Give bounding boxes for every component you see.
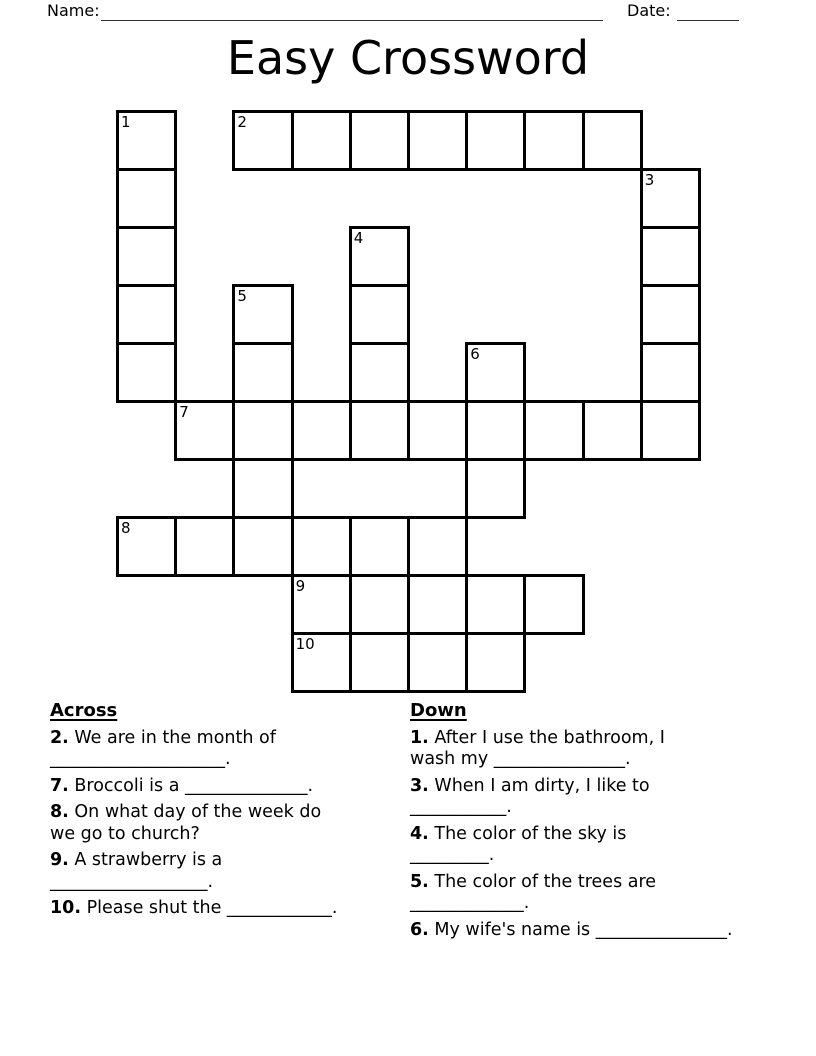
crossword-grid [116,110,702,694]
cell-number: 10 [295,635,315,653]
down-clues-section [410,700,776,946]
name-blank-line [101,1,603,21]
clue-number: 3. [410,775,429,796]
grid-cell [407,110,468,171]
grid-cell [291,574,352,635]
across-clue-list [50,728,402,920]
clue-number: 9. [50,850,69,870]
grid-cell [523,574,584,635]
grid-cell [407,516,468,577]
grid-cell [407,632,468,693]
grid-cell [349,342,410,403]
grid-cell [349,400,410,461]
cell-number: 8 [121,519,131,537]
grid-cell [407,400,468,461]
grid-cell [291,516,352,577]
grid-cell [465,342,526,403]
grid-cell [349,574,410,635]
down-clue-list [410,728,776,942]
clue-item: 3. When I am dirty, I like to ___________. [410,775,650,817]
cell-number: 5 [237,287,247,305]
cell-number: 2 [237,113,247,131]
clue-item: 7. Broccoli is a ______________. [50,775,314,796]
grid-cell [465,110,526,171]
grid-cell [523,400,584,461]
clue-number: 6. [410,919,429,940]
down-heading: Down [410,700,467,721]
grid-cell [291,110,352,171]
grid-cell [640,342,701,403]
grid-cell [232,284,293,345]
grid-cell [640,400,701,461]
clue-number: 2. [50,727,69,748]
grid-cell [174,516,235,577]
grid-cell [407,574,468,635]
cell-number: 3 [644,171,655,189]
grid-cell [582,110,643,171]
grid-cell [349,226,410,287]
clue-item: 9. A strawberry is a __________________. [50,850,223,892]
grid-cell [291,400,352,461]
clue-item: 8. On what day of the week do we go to church? [50,802,322,844]
cell-number: 7 [179,403,189,421]
cell-number: 9 [295,577,306,595]
grid-cell [349,110,410,171]
grid-cell [349,632,410,693]
clue-item: 2. We are in the month of ____________________. [50,727,276,769]
cell-number: 4 [353,229,364,247]
grid-cell [116,284,177,345]
page-title: Easy Crossword [226,31,590,85]
clue-item: 1. After I use the bathroom, I wash my _______________. [410,727,665,769]
name-label: Name: [47,1,100,20]
grid-cell [465,574,526,635]
clue-number: 5. [410,871,429,892]
grid-cell [116,168,177,229]
clue-number: 7. [50,775,69,796]
grid-cell [116,110,177,171]
grid-cell [582,400,643,461]
grid-cell [232,110,293,171]
grid-cell [349,516,410,577]
grid-cell [523,110,584,171]
clue-number: 8. [50,802,69,822]
across-clues-section [50,700,402,925]
grid-cell [232,400,293,461]
grid-cell [465,400,526,461]
grid-cell [232,516,293,577]
cell-number: 6 [470,345,480,363]
grid-cell [232,458,293,519]
grid-cell [116,342,177,403]
clue-item: 4. The color of the sky is _________. [410,823,627,865]
grid-cell [232,342,293,403]
grid-cell [465,632,526,693]
grid-cell [116,516,177,577]
grid-cell [291,632,352,693]
date-blank-line [677,1,739,21]
grid-cell [465,458,526,519]
grid-cell [640,226,701,287]
across-heading: Across [50,700,118,721]
grid-cell [349,284,410,345]
clue-number: 4. [410,823,429,844]
clue-number: 10. [50,898,82,918]
grid-cell [640,168,701,229]
clue-item: 6. My wife's name is _______________. [410,919,733,940]
grid-cell [640,284,701,345]
cell-number: 1 [121,113,131,131]
grid-cell [116,226,177,287]
clue-item: 5. The color of the trees are _____________. [410,871,657,913]
clue-number: 1. [410,727,429,748]
grid-cell [174,400,235,461]
clue-item: 10. Please shut the ____________. [50,898,338,918]
date-label: Date: [627,1,671,20]
